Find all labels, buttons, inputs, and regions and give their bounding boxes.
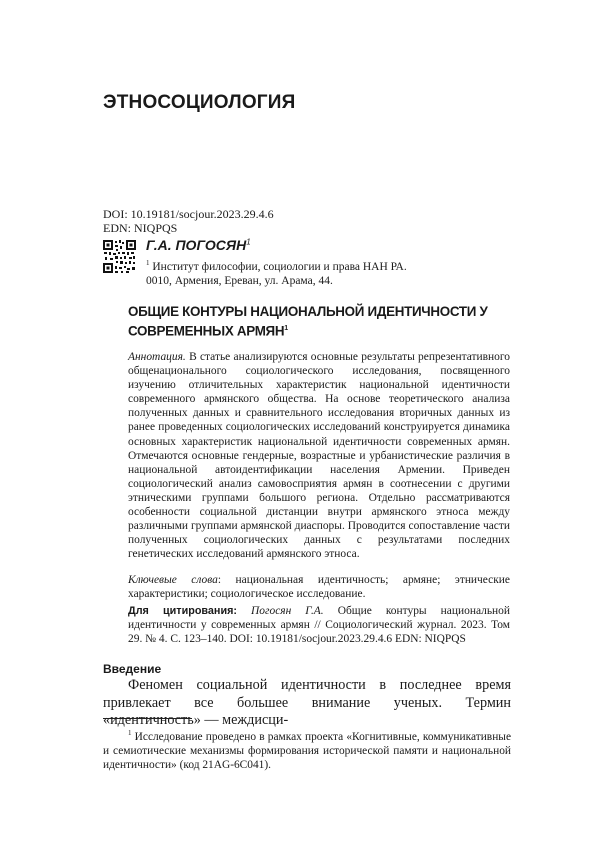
qr-code-icon: [103, 240, 136, 273]
doi-line: DOI: 10.19181/socjour.2023.29.4.6: [103, 207, 274, 221]
footnote-divider: [103, 718, 192, 719]
article-title: [128, 303, 508, 339]
citation-label: Для цитирования:: [128, 605, 237, 617]
abstract-text: В статье анализируются основные результаты репрезентативного общенационального социологического исследования, посвященного изучению отличительных характеристик национальной идентичности современного армянского общества. На основе теоретического анализа полученных данных и сравнительного исследования вторичных данных из ранее проведенных социологических исследований конструируется динамика основных характеристик национальной идентичности современных армян. Отмечаются основные гендерные, возрастные и урбанистические различия в национальной автоидентификации населения Армении. Приведен социологический анализ самовосприятия армян в соотнесении с другими этническими группами большого региона. Отдельно рассматриваются особенности социальной дистанции внутри армянского этноса между различными группами армянской диаспоры. Проводится сопоставление части полученных социологических данных с результатами последних генетических исследований армянского этноса.: [128, 351, 510, 561]
affiliation-line-1: Институт философии, социологии и права НАН РА.: [152, 260, 407, 273]
article-title-sup: 1: [284, 325, 288, 332]
author-name: [146, 237, 251, 253]
citation-author: Погосян Г.А.: [251, 605, 324, 617]
keywords-label: Ключевые слова: [128, 574, 218, 586]
footnote-text: Исследование проведено в рамках проекта «Когнитивные, коммуникативные и семиотические механизмы формирования исторической памяти и национальной идентичности» (код 21AG-6C041).: [103, 730, 511, 772]
article-title-text: ОБЩИЕ КОНТУРЫ НАЦИОНАЛЬНОЙ ИДЕНТИЧНОСТИ У СОВРЕМЕННЫХ АРМЯН: [128, 304, 488, 339]
section-title: ЭТНОСОЦИОЛОГИЯ: [103, 92, 296, 113]
citation: [128, 604, 510, 646]
keywords: [128, 573, 510, 601]
abstract-label: Аннотация.: [128, 351, 186, 363]
abstract: [128, 350, 510, 561]
footnote: [103, 726, 511, 772]
affiliation-sup: 1: [146, 259, 150, 267]
author-name-text: Г.А. ПОГОСЯН: [146, 237, 247, 253]
intro-text: Феномен социальной идентичности в последнее время привлекает все большее внимание ученых. Термин «идентичность» — междисци-: [103, 677, 511, 728]
intro-heading: Введение: [103, 662, 162, 676]
edn-line: EDN: NIQPQS: [103, 221, 178, 235]
affiliation-line-2: 0010, Армения, Ереван, ул. Арама, 44.: [146, 275, 333, 288]
author-sup: 1: [246, 237, 251, 247]
citation-text: Общие контуры национальной идентичности у современных армян // Социологический журнал. 2023. Том 29. № 4. С. 123–140. DOI: 10.19181/socjour.2023.29.4.6 EDN: NIQPQS: [128, 605, 510, 646]
footnote-sup: 1: [128, 729, 132, 737]
keywords-text: : национальная идентичность; армяне; этнические характеристики; социологическое исследование.: [128, 574, 511, 601]
author-affiliation: [146, 256, 466, 289]
